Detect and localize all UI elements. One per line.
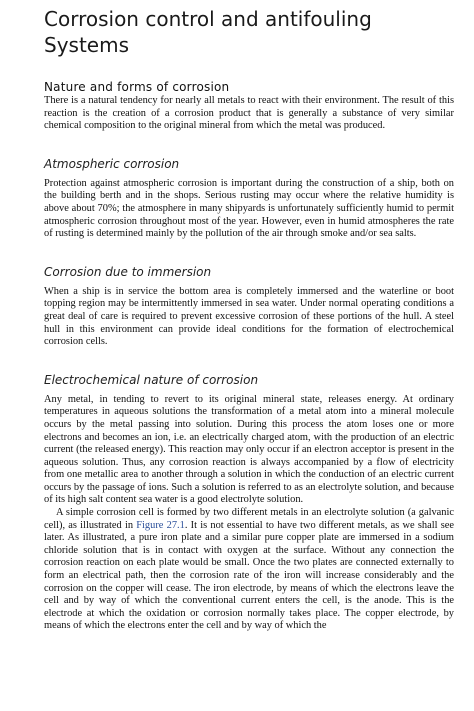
figure-link[interactable]: Figure 27.1 xyxy=(136,519,185,531)
paragraph-electrochemical-1: Any metal, in tending to revert to its original mineral state, releases energy. At ordinary temperatures in aqueous solutions the transformation of a metal atom into a mineral molecule occurs by the metal passing into solution. During this process the atom loses one or more electrons and becomes an ion, i.e. an electrically charged atom, with the production of an electric current (the released energy). This reaction may only occur if an electron acceptor is present in the aqueous solution. Thus, any corrosion reaction is always accompanied by a flow of electricity from one metallic area to another through a solution in which the conduction of an electric current occurs by the passage of ions. Such a solution is referred to as an electrolyte solution, and because of its high salt content sea water is a good electrolyte solution. xyxy=(44,393,454,506)
paragraph-text: A simple corrosion cell is formed by two different metals in an electrolyte solution (a galvanic cell), as illustrated in xyxy=(44,507,454,531)
paragraph-immersion: When a ship is in service the bottom area is completely immersed and the waterline or boot topping region may be intermittently immersed in sea water. Under normal operating conditions a great deal of care is required to prevent excessive corrosion of these portions of the hull. A steel hull in this environment can provide ideal conditions for the formation of electrochemical corrosion cells. xyxy=(44,285,454,348)
paragraph-text: . It is not essential to have two different metals, as we shall see later. As illustrated, a pure iron plate and a similar pure copper plate are immersed in a sodium chloride solution that is in contact with oxygen at the surface. Without any connection the corrosion reaction on each plate would be small. Once the two plates are connected externally to form an electrical path, then the corrosion rate of the iron will increase considerably and the corrosion on the copper will cease. The iron electrode, by means of which the electrons leave the cell and by way of which the conventional current enters the cell, is the anode. This is the electrode at which the oxidation or corrosion normally takes place. The copper electrode, by means of which the electrons enter the cell and by way of which the xyxy=(44,519,454,632)
paragraph-electrochemical-2 xyxy=(44,507,454,633)
paragraph-atmospheric: Protection against atmospheric corrosion is important during the construction of a ship, both on the building berth and in the shops. Serious rusting may occur where the relative humidity is above about 70%; the atmosphere in many shipyards is unfortunately sufficiently humid to permit atmospheric corrosion throughout most of the year. However, even in humid atmospheres the rate of rusting is determined mainly by the pollution of the air through smoke and/or sea salts. xyxy=(44,177,454,240)
paragraph-nature: There is a natural tendency for nearly all metals to react with their environment. The result of this reaction is the creation of a corrosion product that is generally a substance of very similar chemical composition to the original mineral from which the metal was produced. xyxy=(44,95,454,132)
subheading-immersion: Corrosion due to immersion xyxy=(44,264,212,279)
subheading-electrochemical: Electrochemical nature of corrosion xyxy=(44,372,259,387)
section-heading-nature: Nature and forms of corrosion xyxy=(44,80,230,94)
subheading-atmospheric: Atmospheric corrosion xyxy=(44,156,180,171)
chapter-title: Corrosion control and antifouling Systems xyxy=(44,7,372,57)
